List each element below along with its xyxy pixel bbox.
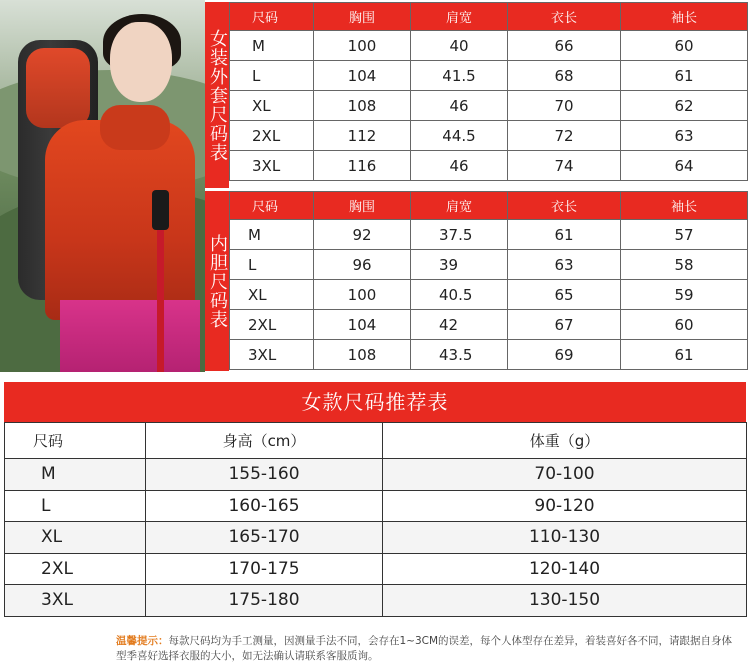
- table-row: [230, 151, 748, 181]
- table-cell: 160-165: [146, 490, 383, 522]
- header-cell: 衣长: [508, 3, 621, 31]
- table-cell: 41.5: [411, 61, 508, 91]
- table-cell: 130-150: [383, 585, 747, 617]
- table-cell: 59: [621, 280, 748, 310]
- recommendation-title: 女款尺码推荐表: [4, 382, 746, 422]
- table-cell: 70: [508, 91, 621, 121]
- table-header-row: [230, 192, 748, 220]
- table-cell: 60: [621, 31, 748, 61]
- header-cell: 尺码: [230, 3, 314, 31]
- header-cell: 肩宽: [411, 3, 508, 31]
- table-row: [5, 585, 747, 617]
- table-cell: 64: [621, 151, 748, 181]
- header-cell: 体重（g）: [383, 423, 747, 459]
- table-cell: 170-175: [146, 553, 383, 585]
- table-cell: 68: [508, 61, 621, 91]
- table-cell: 2XL: [230, 310, 314, 340]
- table-cell: 42: [411, 310, 508, 340]
- table-cell: 62: [621, 91, 748, 121]
- table-cell: 61: [508, 220, 621, 250]
- table-cell: 110-130: [383, 522, 747, 554]
- header-cell: 袖长: [621, 192, 748, 220]
- outer-size-table: [229, 2, 748, 181]
- table-cell: 37.5: [411, 220, 508, 250]
- table-cell: 2XL: [230, 121, 314, 151]
- table-cell: 175-180: [146, 585, 383, 617]
- table-cell: 116: [314, 151, 411, 181]
- table-cell: 66: [508, 31, 621, 61]
- table-cell: 90-120: [383, 490, 747, 522]
- table-row: [230, 250, 748, 280]
- header-cell: 尺码: [230, 192, 314, 220]
- table-cell: 3XL: [230, 151, 314, 181]
- table-cell: 46: [411, 151, 508, 181]
- table-cell: M: [5, 459, 146, 491]
- table-row: [5, 459, 747, 491]
- table-row: [230, 280, 748, 310]
- table-cell: 61: [621, 340, 748, 370]
- table-cell: 92: [314, 220, 411, 250]
- table-cell: 58: [621, 250, 748, 280]
- table-row: [5, 490, 747, 522]
- header-cell: 胸围: [314, 3, 411, 31]
- recommendation-table: [4, 422, 747, 617]
- table-cell: 2XL: [5, 553, 146, 585]
- table-cell: 100: [314, 280, 411, 310]
- table-cell: XL: [230, 280, 314, 310]
- table-header-row: [5, 423, 747, 459]
- header-cell: 尺码: [5, 423, 146, 459]
- inner-size-table: [229, 191, 748, 370]
- sizing-tip: [116, 634, 736, 664]
- table-row: [5, 553, 747, 585]
- table-row: [230, 310, 748, 340]
- table-cell: L: [230, 61, 314, 91]
- table-cell: 108: [314, 91, 411, 121]
- table-row: [230, 31, 748, 61]
- table-row: [230, 220, 748, 250]
- table-cell: 40: [411, 31, 508, 61]
- table-row: [230, 61, 748, 91]
- table-cell: 74: [508, 151, 621, 181]
- table-cell: 3XL: [230, 340, 314, 370]
- outer-size-label: 女装外套尺码表: [205, 2, 229, 188]
- header-cell: 胸围: [314, 192, 411, 220]
- table-row: [230, 121, 748, 151]
- table-cell: 120-140: [383, 553, 747, 585]
- table-cell: 104: [314, 310, 411, 340]
- header-cell: 身高（cm）: [146, 423, 383, 459]
- table-cell: 112: [314, 121, 411, 151]
- table-row: [230, 91, 748, 121]
- header-cell: 肩宽: [411, 192, 508, 220]
- table-cell: 40.5: [411, 280, 508, 310]
- table-cell: L: [5, 490, 146, 522]
- table-cell: 155-160: [146, 459, 383, 491]
- table-cell: 104: [314, 61, 411, 91]
- hiker-photo: [0, 0, 205, 372]
- tip-heading: 温馨提示：: [116, 635, 169, 647]
- table-cell: 108: [314, 340, 411, 370]
- table-row: [230, 340, 748, 370]
- header-cell: 袖长: [621, 3, 748, 31]
- table-cell: 67: [508, 310, 621, 340]
- table-row: [5, 522, 747, 554]
- table-cell: M: [230, 220, 314, 250]
- tip-text: 每款尺码均为手工测量，因测量手法不同，会存在1~3CM的误差，每个人体型存在差异，着装喜好各不同，请跟据自身体型季喜好选择衣服的大小，如无法确认请联系客服质询。: [116, 635, 733, 662]
- table-cell: 72: [508, 121, 621, 151]
- table-cell: 3XL: [5, 585, 146, 617]
- table-cell: 57: [621, 220, 748, 250]
- table-cell: 70-100: [383, 459, 747, 491]
- table-cell: 65: [508, 280, 621, 310]
- table-cell: 43.5: [411, 340, 508, 370]
- table-cell: XL: [230, 91, 314, 121]
- size-recommendation: [4, 382, 746, 617]
- inner-size-label: 内胆尺码表: [205, 191, 229, 371]
- table-cell: 44.5: [411, 121, 508, 151]
- header-cell: 衣长: [508, 192, 621, 220]
- table-cell: L: [230, 250, 314, 280]
- table-cell: 46: [411, 91, 508, 121]
- table-cell: 165-170: [146, 522, 383, 554]
- table-cell: 100: [314, 31, 411, 61]
- table-cell: 63: [621, 121, 748, 151]
- table-cell: 61: [621, 61, 748, 91]
- table-cell: XL: [5, 522, 146, 554]
- table-header-row: [230, 3, 748, 31]
- table-cell: 96: [314, 250, 411, 280]
- table-cell: 69: [508, 340, 621, 370]
- table-cell: M: [230, 31, 314, 61]
- table-cell: 39: [411, 250, 508, 280]
- table-cell: 60: [621, 310, 748, 340]
- table-cell: 63: [508, 250, 621, 280]
